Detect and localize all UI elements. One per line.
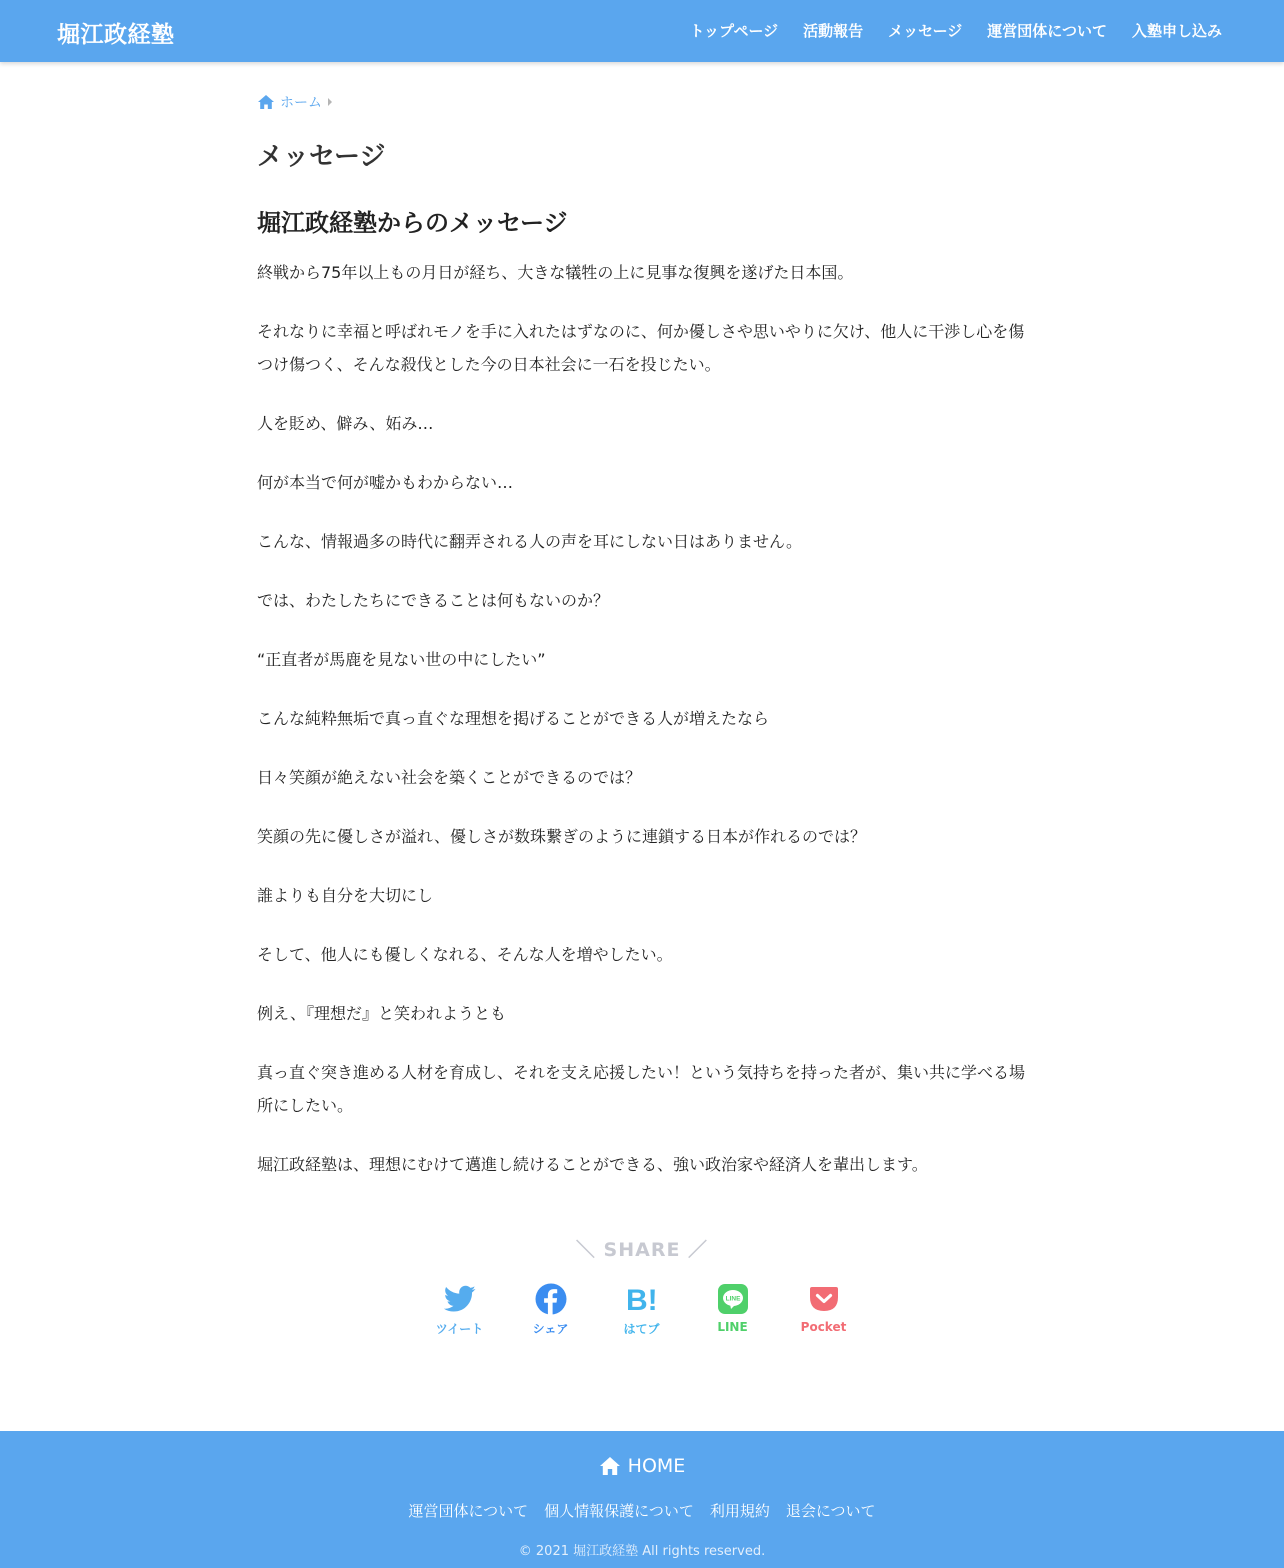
paragraph: 日々笑顔が絶えない社会を築くことができるのでは？ (257, 768, 642, 787)
share-label: ＼ SHARE ／ (575, 1239, 709, 1261)
nav-activity-report[interactable]: 活動報告 (803, 22, 864, 40)
site-footer (0, 1431, 1284, 1568)
article-body (257, 256, 1027, 1181)
site-header (0, 0, 1284, 62)
paragraph: では、わたしたちにできることは何もないのか？ (257, 591, 610, 610)
breadcrumb (257, 92, 1027, 112)
paragraph: こんな、情報過多の時代に翻弄される人の声を耳にしない日はありません。 (257, 532, 802, 551)
share-pocket-button[interactable] (778, 1282, 869, 1337)
line-icon (716, 1282, 750, 1316)
paragraph: 終戦から75年以上もの月日が経ち、大きな犠牲の上に見事な復興を遂げた日本国。 (257, 263, 854, 282)
footer-home-label: HOME (627, 1455, 686, 1477)
paragraph: 笑顔の先に優しさが溢れ、優しさが数珠繋ぎのように連鎖する日本が作れるのでは？ (257, 827, 866, 846)
share-buttons (414, 1282, 870, 1337)
pocket-icon (807, 1282, 841, 1316)
share-hatena-label: はてブ (623, 1322, 660, 1336)
share-twitter-button[interactable] (414, 1282, 505, 1337)
footer-link-terms[interactable]: 利用規約 (709, 1502, 770, 1520)
footer-link-unsubscribe[interactable]: 退会について (785, 1502, 876, 1520)
breadcrumb-home-link[interactable]: ホーム (280, 95, 322, 111)
twitter-icon (443, 1282, 477, 1316)
section-title: 堀江政経塾からのメッセージ (257, 209, 568, 237)
footer-link-privacy[interactable]: 個人情報保護について (544, 1502, 694, 1520)
home-icon (257, 94, 275, 110)
footer-home-link[interactable] (0, 1455, 1284, 1477)
paragraph: “正直者が馬鹿を見ない世の中にしたい” (257, 650, 546, 669)
copyright: © 2021 堀江政経塾 All rights reserved. (518, 1544, 766, 1559)
share-line-button[interactable] (687, 1282, 778, 1337)
main-content (257, 92, 1027, 1207)
svg-text:B!: B! (625, 1284, 658, 1315)
paragraph: 何が本当で何が嘘かもわからない… (257, 473, 514, 492)
page-title: メッセージ (257, 142, 386, 172)
share-twitter-label: ツイート (435, 1322, 484, 1336)
paragraph: 例え、『理想だ』と笑われようとも (257, 1004, 506, 1023)
svg-text:LINE: LINE (725, 1295, 740, 1303)
paragraph: 真っ直ぐ突き進める人材を育成し、それを支え応援したい！という気持ちを持った者が、集い共に学べる場所にしたい。 (257, 1063, 1026, 1115)
hatena-icon (625, 1282, 659, 1316)
home-icon (599, 1456, 621, 1476)
breadcrumb-caret-icon (328, 98, 332, 106)
footer-nav (0, 1500, 1284, 1521)
nav-top-page[interactable]: トップページ (689, 22, 779, 40)
nav-message[interactable]: メッセージ (888, 22, 963, 40)
nav-about-organization[interactable]: 運営団体について (987, 22, 1107, 40)
nav-apply[interactable]: 入塾申し込み (1131, 22, 1222, 40)
global-nav (665, 20, 1223, 41)
paragraph: 誰よりも自分を大切にし (257, 886, 434, 905)
share-line-label: LINE (717, 1320, 748, 1334)
paragraph: 人を貶め、僻み、妬み… (257, 414, 434, 433)
share-hatena-button[interactable] (596, 1282, 687, 1337)
site-title[interactable]: 堀江政経塾 (57, 22, 175, 48)
paragraph: こんな純粋無垢で真っ直ぐな理想を掲げることができる人が増えたなら (257, 709, 770, 728)
paragraph: そして、他人にも優しくなれる、そんな人を増やしたい。 (257, 945, 673, 964)
paragraph: それなりに幸福と呼ばれモノを手に入れたはずなのに、何か優しさや思いやりに欠け、他人に干渉し心を傷つけ傷つく、そんな殺伐とした今の日本社会に一石を投じたい。 (257, 322, 1025, 374)
paragraph: 堀江政経塾は、理想にむけて邁進し続けることができる、強い政治家や経済人を輩出します。 (257, 1155, 928, 1174)
facebook-icon (534, 1282, 568, 1316)
share-facebook-label: シェア (532, 1322, 569, 1336)
share-facebook-button[interactable] (505, 1282, 596, 1337)
share-pocket-label: Pocket (800, 1320, 847, 1334)
footer-link-about-organization[interactable]: 運営団体について (408, 1502, 529, 1520)
